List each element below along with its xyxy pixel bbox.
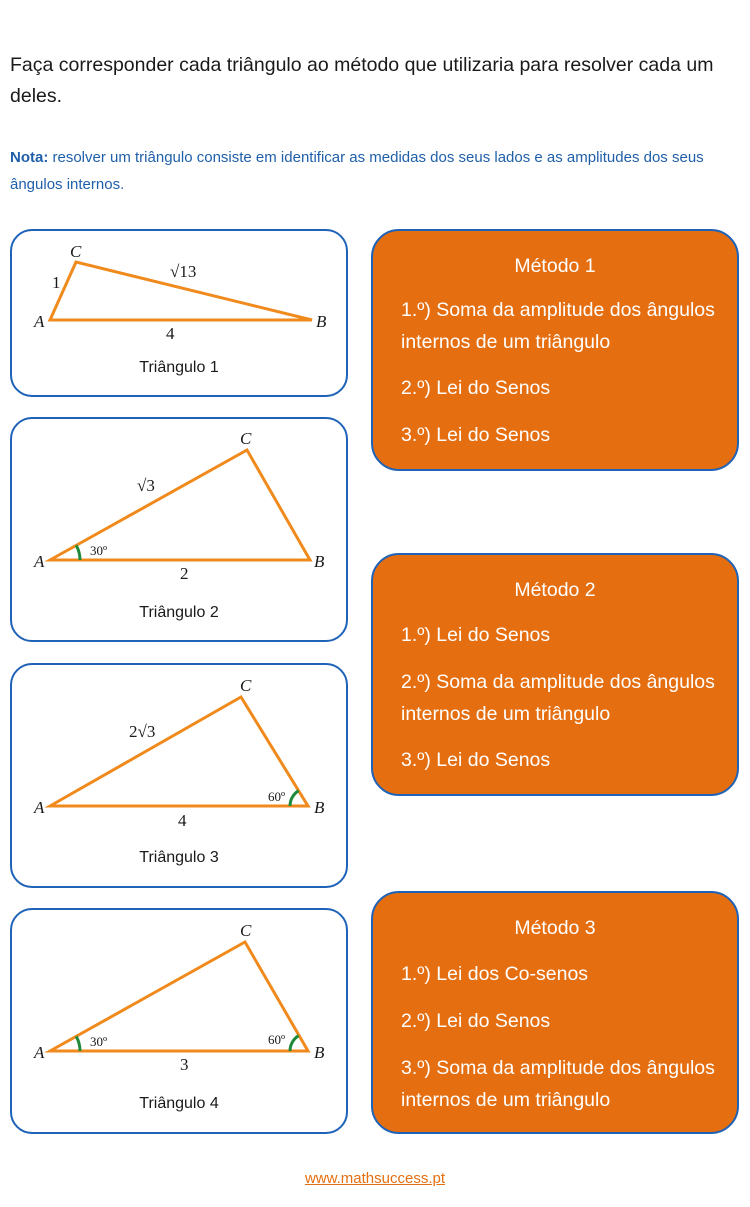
method-step: 1.º) Lei do Senos <box>401 624 551 646</box>
angle-a-arc <box>76 545 80 560</box>
triangle-caption: Triângulo 4 <box>139 1095 219 1112</box>
angle-a-label: 30º <box>90 1034 108 1049</box>
angle-b-arc <box>290 1036 299 1051</box>
vertex-a-label: A <box>34 312 45 331</box>
angle-b-label: 60º <box>268 789 286 804</box>
side-ab-label: 4 <box>166 324 175 343</box>
triangle-card-4[interactable] <box>10 908 348 1134</box>
triangle-card-3[interactable] <box>10 663 348 888</box>
triangle-caption: Triângulo 3 <box>139 849 219 866</box>
side-ac-label: 1 <box>52 273 61 292</box>
side-ac-label: 2√3 <box>129 722 156 741</box>
triangle-card-2[interactable] <box>10 417 348 642</box>
method-step: 3.º) Lei do Senos <box>401 749 551 771</box>
side-ab-label: 2 <box>180 564 189 583</box>
method-step: 1.º) Lei dos Co-senos <box>401 963 589 985</box>
vertex-a-label: A <box>34 1043 45 1062</box>
vertex-a-label: A <box>34 552 45 571</box>
angle-a-arc <box>76 1036 80 1051</box>
vertex-b-label: B <box>314 798 325 817</box>
triangle-caption: Triângulo 2 <box>139 604 219 621</box>
method-title: Método 1 <box>514 255 596 277</box>
side-ab-label: 4 <box>178 811 187 830</box>
vertex-b-label: B <box>314 1043 325 1062</box>
instruction-text: Faça corresponder cada triângulo ao método que utilizaria para resolver cada um deles. <box>10 54 714 107</box>
note-label: Nota: <box>10 149 49 166</box>
vertex-b-label: B <box>314 552 325 571</box>
method-step: 2.º) Lei do Senos <box>401 1010 551 1032</box>
method-step: 3.º) Lei do Senos <box>401 424 551 446</box>
side-ab-label: 3 <box>180 1055 189 1074</box>
method-step: 2.º) Lei do Senos <box>401 377 551 399</box>
method-title: Método 3 <box>514 917 596 939</box>
method-title: Método 2 <box>514 579 596 601</box>
vertex-c-label: C <box>70 242 82 261</box>
side-ac-label: √3 <box>137 476 155 495</box>
angle-b-arc <box>290 791 299 806</box>
method-step: 2.º) Soma da amplitude dos ângulos internos de um triângulo <box>401 671 715 725</box>
note-body: resolver um triângulo consiste em identificar as medidas dos seus lados e as amplitudes dos seus ângulos internos. <box>10 149 704 193</box>
method-step: 1.º) Soma da amplitude dos ângulos internos de um triângulo <box>401 299 715 353</box>
vertex-a-label: A <box>34 798 45 817</box>
angle-a-label: 30º <box>90 543 108 558</box>
vertex-c-label: C <box>240 921 252 940</box>
method-card-1[interactable] <box>371 229 739 471</box>
vertex-b-label: B <box>316 312 327 331</box>
method-step: 3.º) Soma da amplitude dos ângulos internos de um triângulo <box>401 1057 715 1111</box>
footer-link[interactable]: www.mathsuccess.pt <box>304 1170 446 1187</box>
triangle-caption: Triângulo 1 <box>139 359 219 376</box>
method-card-2[interactable] <box>371 553 739 796</box>
angle-b-label: 60º <box>268 1032 286 1047</box>
triangle-card-1[interactable] <box>10 229 348 397</box>
side-bc-label: √13 <box>170 262 197 281</box>
vertex-c-label: C <box>240 676 252 695</box>
method-card-3[interactable] <box>371 891 739 1134</box>
note-text <box>10 144 740 198</box>
vertex-c-label: C <box>240 429 252 448</box>
